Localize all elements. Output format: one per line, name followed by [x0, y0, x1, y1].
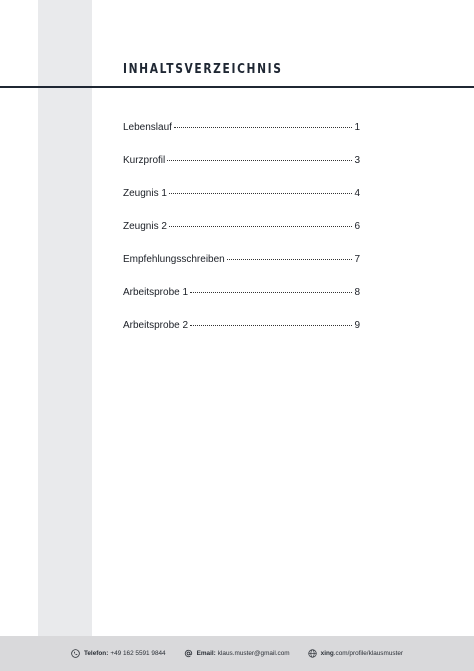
toc-entry-page: 3: [354, 155, 360, 166]
footer-email-value: klaus.muster@gmail.com: [217, 650, 290, 657]
footer-phone-value: +49 162 5591 9844: [110, 650, 166, 657]
toc-leader-dots: [169, 193, 353, 194]
table-of-contents: [123, 122, 360, 353]
toc-entry-page: 7: [354, 254, 360, 265]
page-title: INHALTSVERZEICHNIS: [123, 62, 283, 77]
toc-entry-label: Lebenslauf: [123, 122, 172, 133]
globe-icon: [308, 649, 317, 658]
toc-leader-dots: [169, 226, 353, 227]
toc-entry-label: Zeugnis 1: [123, 188, 167, 199]
toc-entry-page: 4: [354, 188, 360, 199]
toc-leader-dots: [167, 160, 352, 161]
toc-entry-label: Arbeitsprobe 2: [123, 320, 189, 331]
title-divider: [0, 86, 474, 88]
toc-entry-page: 9: [354, 320, 360, 331]
footer-email[interactable]: [184, 649, 290, 658]
footer-web-bold: xing: [320, 650, 334, 657]
at-icon: [184, 649, 193, 658]
toc-entry[interactable]: [123, 287, 360, 320]
toc-entry-page: 6: [354, 221, 360, 232]
footer-web-rest: .com/profile/klausmuster: [333, 650, 404, 657]
footer-phone-label: Telefon:: [83, 650, 109, 657]
toc-entry-label: Empfehlungsschreiben: [123, 254, 225, 265]
side-decor-band: [38, 0, 92, 636]
toc-leader-dots: [190, 292, 352, 293]
toc-leader-dots: [190, 325, 352, 326]
toc-leader-dots: [227, 259, 353, 260]
footer-web[interactable]: [308, 649, 403, 658]
toc-entry[interactable]: [123, 155, 360, 188]
toc-entry-page: 8: [354, 287, 360, 298]
toc-entry[interactable]: [123, 254, 360, 287]
page-footer: [0, 636, 474, 671]
toc-entry-label: Kurzprofil: [123, 155, 166, 166]
toc-entry[interactable]: [123, 122, 360, 155]
phone-icon: [71, 649, 80, 658]
toc-entry[interactable]: [123, 320, 360, 353]
toc-leader-dots: [174, 127, 353, 128]
footer-email-label: Email:: [196, 650, 216, 657]
toc-entry-page: 1: [354, 122, 360, 133]
toc-entry-label: Arbeitsprobe 1: [123, 287, 189, 298]
toc-entry[interactable]: [123, 188, 360, 221]
toc-entry-label: Zeugnis 2: [123, 221, 167, 232]
toc-entry[interactable]: [123, 221, 360, 254]
footer-phone[interactable]: [71, 649, 166, 658]
